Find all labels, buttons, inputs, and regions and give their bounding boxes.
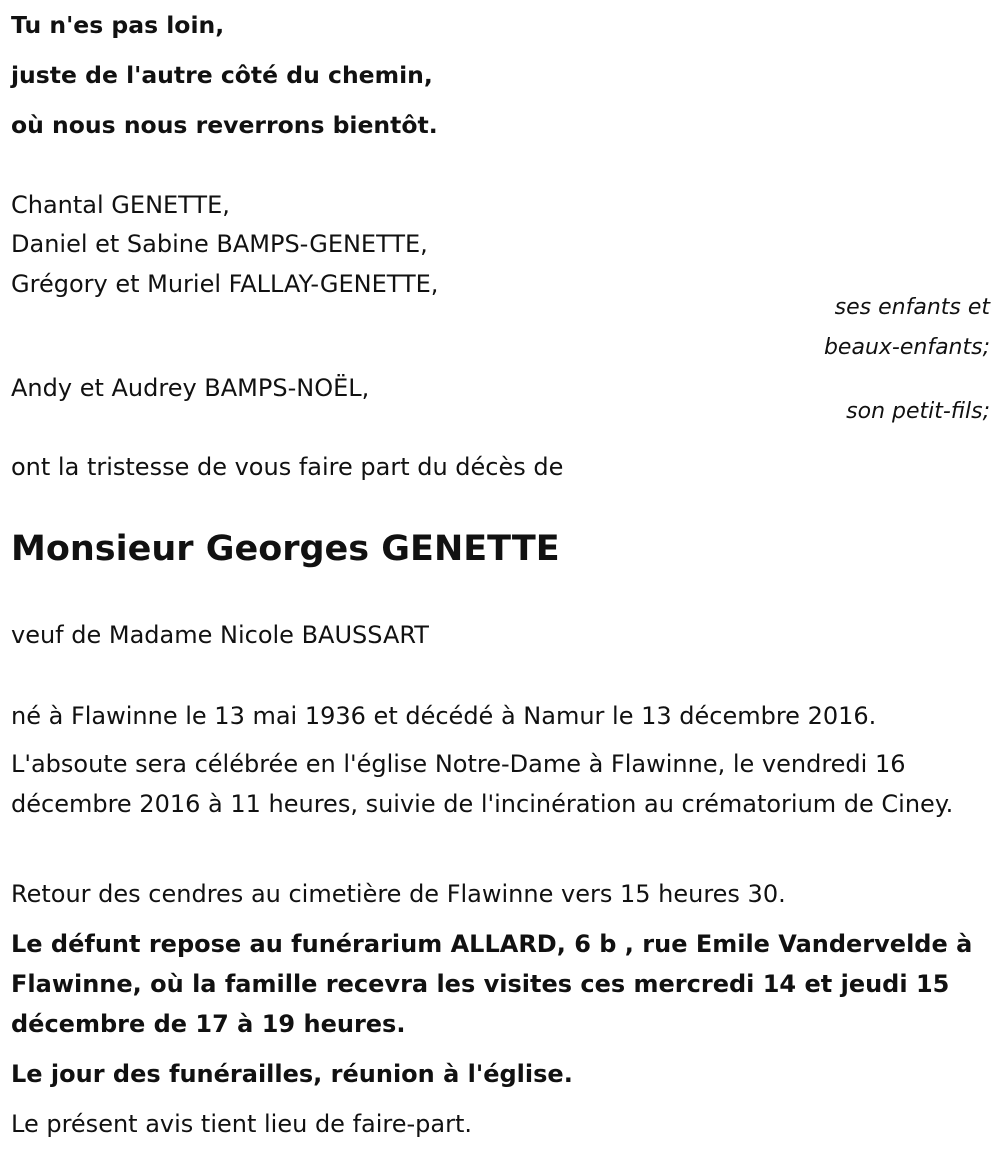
visitation-details: Le défunt repose au funérarium ALLARD, 6 b , rue Emile Vandervelde à Flawinne, où la famille recevra les visites ces mercredi 14 et jeudi 15 décembre de 17 à 19 heures. <box>11 930 973 1038</box>
children-role-line-1: ses enfants et <box>834 295 990 320</box>
poem-line-1: Tu n'es pas loin, <box>11 11 225 39</box>
ceremony-details: L'absoute sera célébrée en l'église Notre-Dame à Flawinne, le vendredi 16 décembre 2016 à 11 heures, suivie de l'incinération au crématorium de Ciney. <box>11 750 954 818</box>
notice-statement: Le présent avis tient lieu de faire-part. <box>11 1110 473 1138</box>
poem-line-3: où nous nous reverrons bientôt. <box>11 111 438 139</box>
announcement: ont la tristesse de vous faire part du décès de <box>11 453 564 481</box>
family-child-2: Daniel et Sabine BAMPS-GENETTE, <box>11 230 428 258</box>
widower-of: veuf de Madame Nicole BAUSSART <box>11 621 429 649</box>
funeral-meeting: Le jour des funérailles, réunion à l'église. <box>11 1060 573 1088</box>
family-grandchild: Andy et Audrey BAMPS-NOËL, <box>11 374 370 402</box>
deceased-name: Monsieur Georges GENETTE <box>11 529 560 569</box>
grandchild-role: son petit-fils; <box>846 399 990 424</box>
family-child-1: Chantal GENETTE, <box>11 191 230 219</box>
children-role-line-2: beaux-enfants; <box>823 335 990 360</box>
poem-line-2: juste de l'autre côté du chemin, <box>11 61 433 89</box>
ashes-return: Retour des cendres au cimetière de Flawinne vers 15 heures 30. <box>11 880 786 908</box>
birth-death: né à Flawinne le 13 mai 1936 et décédé à Namur le 13 décembre 2016. <box>11 702 877 730</box>
family-child-3: Grégory et Muriel FALLAY-GENETTE, <box>11 270 439 298</box>
